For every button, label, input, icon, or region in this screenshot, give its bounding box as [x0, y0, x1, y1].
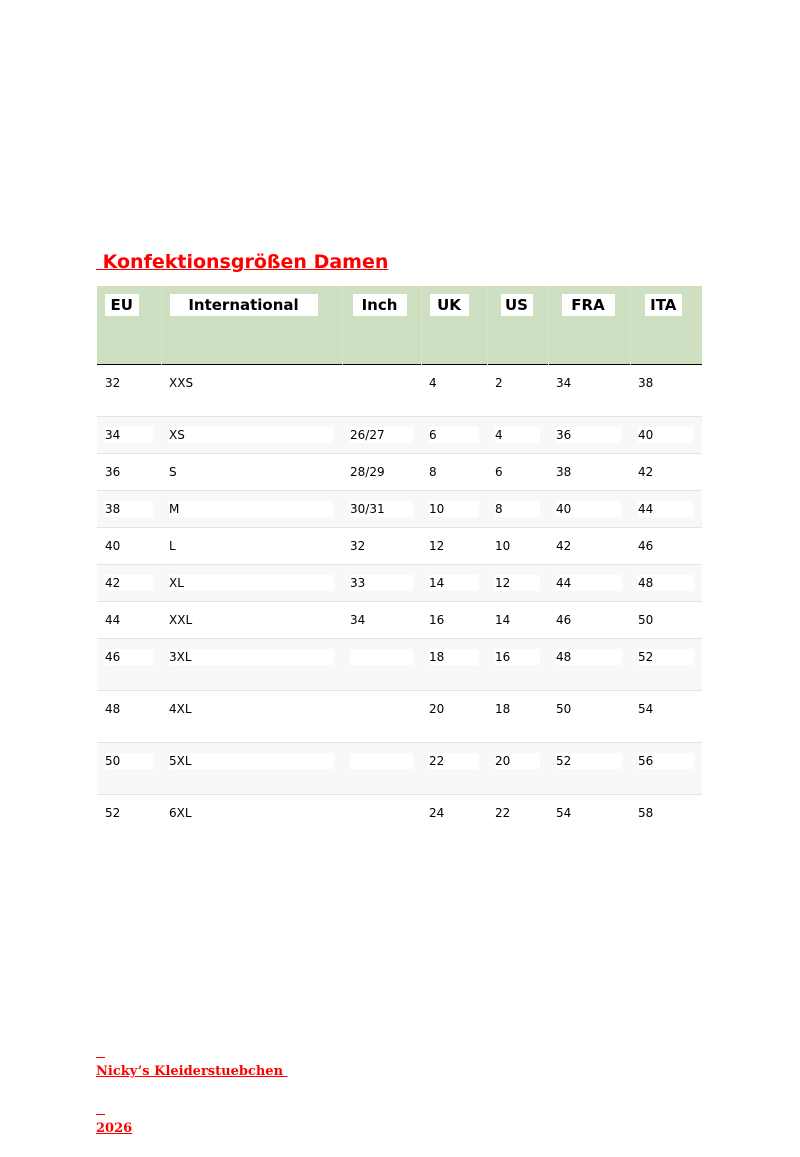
cell-uk: 14	[421, 564, 487, 601]
cell-fra: 34	[556, 375, 572, 390]
cell-eu: 52	[105, 805, 121, 820]
header-cell-us	[487, 286, 548, 364]
table-row	[97, 564, 702, 601]
footer-shop-name: Nicky’s Kleiderstuebchen	[96, 1064, 288, 1079]
header-label: FRA	[562, 294, 615, 316]
cell-us: 8	[487, 490, 548, 527]
cell-eu: 32	[105, 375, 121, 390]
cell-international: 4XL	[169, 701, 192, 716]
cell-eu: 48	[105, 701, 121, 716]
cell-uk: 4	[429, 375, 437, 390]
cell-us: 18	[495, 701, 511, 716]
header-label: UK	[430, 294, 469, 316]
cell-ita: 42	[638, 464, 654, 479]
cell-eu: 38	[97, 490, 161, 527]
table-row	[97, 638, 702, 690]
cell-fra: 50	[556, 701, 572, 716]
header-row	[97, 286, 702, 364]
cell-fra: 42	[556, 538, 572, 553]
cell-us: 2	[495, 375, 503, 390]
cell-fra: 40	[548, 490, 630, 527]
cell-international: S	[169, 464, 177, 479]
cell-fra: 46	[556, 612, 572, 627]
cell-inch	[342, 742, 421, 794]
cell-international: XXS	[169, 375, 194, 390]
header-label: International	[170, 294, 318, 316]
cell-us: 22	[495, 805, 511, 820]
cell-fra: 54	[556, 805, 572, 820]
table-row	[97, 690, 702, 742]
header-label: Inch	[353, 294, 407, 316]
cell-uk: 8	[429, 464, 437, 479]
cell-international: M	[161, 490, 342, 527]
cell-international: 6XL	[169, 805, 192, 820]
cell-fra: 44	[548, 564, 630, 601]
table-body	[97, 364, 702, 846]
footer-signature	[96, 1024, 288, 1157]
cell-uk: 18	[421, 638, 487, 690]
cell-international: XXL	[169, 612, 193, 627]
cell-ita: 44	[630, 490, 702, 527]
table-row	[97, 453, 702, 490]
table-row	[97, 416, 702, 453]
cell-uk: 24	[429, 805, 445, 820]
cell-uk: 22	[421, 742, 487, 794]
footer-year: 2026	[96, 1121, 133, 1136]
cell-eu: 42	[97, 564, 161, 601]
cell-eu: 50	[97, 742, 161, 794]
cell-inch	[342, 638, 421, 690]
cell-ita: 40	[630, 416, 702, 453]
cell-eu: 46	[97, 638, 161, 690]
cell-ita: 58	[638, 805, 654, 820]
cell-inch: 28/29	[350, 464, 385, 479]
cell-fra: 52	[548, 742, 630, 794]
cell-inch: 26/27	[342, 416, 421, 453]
size-chart-table	[97, 286, 702, 846]
table-row	[97, 364, 702, 416]
cell-international: XL	[161, 564, 342, 601]
cell-international: 5XL	[161, 742, 342, 794]
table-row	[97, 742, 702, 794]
cell-us: 6	[495, 464, 503, 479]
table-row	[97, 490, 702, 527]
cell-eu: 36	[105, 464, 121, 479]
cell-us: 4	[487, 416, 548, 453]
header-cell-fra	[548, 286, 630, 364]
table-row	[97, 601, 702, 638]
cell-us: 16	[487, 638, 548, 690]
cell-inch: 33	[342, 564, 421, 601]
cell-inch: 30/31	[342, 490, 421, 527]
cell-us: 14	[495, 612, 511, 627]
cell-ita: 54	[638, 701, 654, 716]
cell-ita: 48	[630, 564, 702, 601]
cell-ita: 38	[638, 375, 654, 390]
cell-uk: 16	[429, 612, 445, 627]
cell-ita: 52	[630, 638, 702, 690]
cell-inch	[342, 690, 421, 742]
header-label: ITA	[645, 294, 683, 316]
cell-ita: 56	[630, 742, 702, 794]
cell-eu: 40	[105, 538, 121, 553]
cell-uk: 10	[421, 490, 487, 527]
cell-inch	[342, 364, 421, 416]
cell-international: 3XL	[161, 638, 342, 690]
header-cell-inch	[342, 286, 421, 364]
table-header	[97, 286, 702, 364]
cell-ita: 46	[638, 538, 654, 553]
cell-fra: 48	[548, 638, 630, 690]
cell-inch: 34	[350, 612, 366, 627]
cell-eu: 34	[97, 416, 161, 453]
cell-international: L	[169, 538, 176, 553]
table-row	[97, 527, 702, 564]
cell-fra: 38	[556, 464, 572, 479]
cell-us: 10	[495, 538, 511, 553]
cell-uk: 12	[429, 538, 445, 553]
cell-inch: 32	[350, 538, 366, 553]
cell-inch	[342, 794, 421, 846]
cell-us: 20	[487, 742, 548, 794]
header-cell-uk	[421, 286, 487, 364]
page-title: Konfektionsgrößen Damen	[96, 251, 389, 273]
cell-uk: 20	[429, 701, 445, 716]
table-row	[97, 794, 702, 846]
header-label: EU	[105, 294, 139, 316]
cell-fra: 36	[548, 416, 630, 453]
header-label: US	[501, 294, 533, 316]
header-cell-ita	[630, 286, 702, 364]
cell-uk: 6	[421, 416, 487, 453]
cell-us: 12	[487, 564, 548, 601]
cell-eu: 44	[105, 612, 121, 627]
cell-ita: 50	[638, 612, 654, 627]
cell-international: XS	[161, 416, 342, 453]
header-cell-eu	[97, 286, 161, 364]
header-cell-international	[161, 286, 342, 364]
